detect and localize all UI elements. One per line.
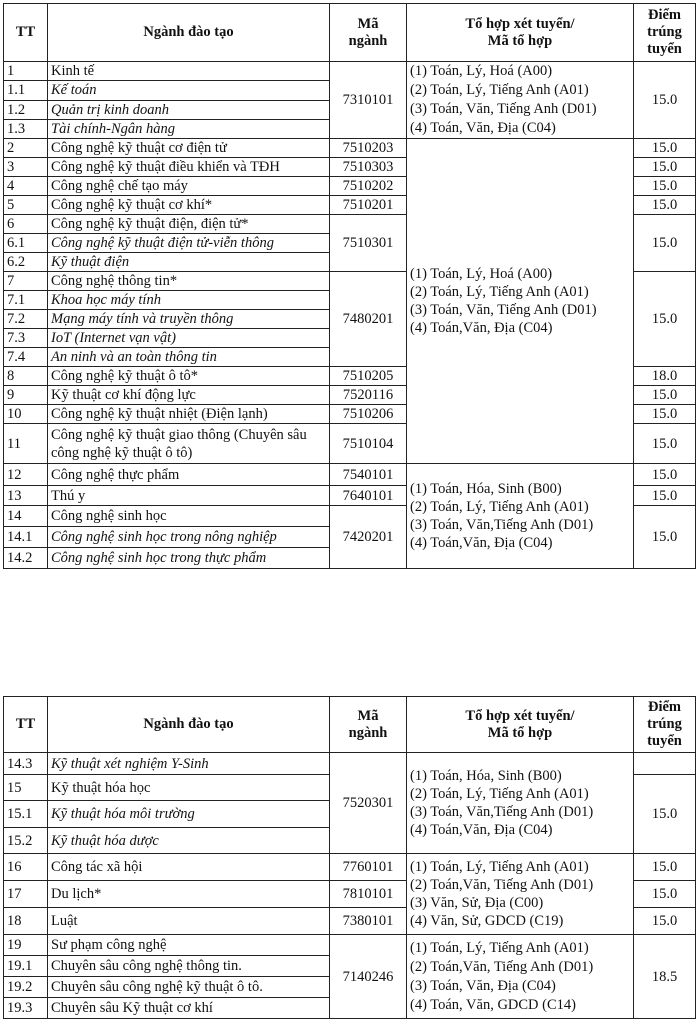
table-row: 16 Công tác xã hội 7760101 (1) Toán, Lý, Tiếng Anh (A01) (2) Toán,Văn, Tiếng Anh (D01) (3) Văn, Sử, Địa (C00) (4) Văn, Sử, GDCD (C19) 15.0 xyxy=(4,854,696,881)
table-row: 12 Công nghệ thực phẩm 7540101 (1) Toán, Hóa, Sinh (B00) (2) Toán, Lý, Tiếng Anh (A01) (3) Toán, Văn,Tiếng Anh (D01) (4) Toán,Văn, Địa (C04) 15.0 xyxy=(4,464,696,486)
table-row: 7.3 IoT (Internet vạn vật) xyxy=(4,329,696,348)
combo-cell: (1) Toán, Hóa, Sinh (B00) (2) Toán, Lý, Tiếng Anh (A01) (3) Toán, Văn,Tiếng Anh (D01) (4) Toán,Văn, Địa (C04) xyxy=(407,753,634,854)
table-row: 19.3 Chuyên sâu Kỹ thuật cơ khí xyxy=(4,998,696,1019)
header-major: Ngành đào tạo xyxy=(48,697,330,753)
table-row: 18 Luật 7380101 15.0 xyxy=(4,908,696,935)
header-tt: TT xyxy=(4,4,48,62)
header-major: Ngành đào tạo xyxy=(48,4,330,62)
table-row: 15.2 Kỹ thuật hóa dược xyxy=(4,828,696,854)
table-row: 14.2 Công nghệ sinh học trong thực phẩm xyxy=(4,548,696,569)
table-row: 4 Công nghệ chế tạo máy 7510202 15.0 xyxy=(4,177,696,196)
table-row: 7.4 An ninh và an toàn thông tin xyxy=(4,348,696,367)
table-row: 1 Kinh tế 7310101 (1) Toán, Lý, Hoá (A00) (2) Toán, Lý, Tiếng Anh (A01) (3) Toán, Văn, Tiếng Anh (D01) (4) Toán, Văn, Địa (C04) 15.0 xyxy=(4,62,696,81)
table-row: 6.1 Công nghệ kỹ thuật điện tử-viễn thông xyxy=(4,234,696,253)
header-score: Điểm trúng tuyển xyxy=(634,4,696,62)
table-row: 19 Sư phạm công nghệ 7140246 (1) Toán, Lý, Tiếng Anh (A01) (2) Toán,Văn, Tiếng Anh (D01) (3) Toán, Văn, Địa (C04) (4) Toán, Văn, GDCD (C14) 18.5 xyxy=(4,935,696,956)
table-row: 11 Công nghệ kỹ thuật giao thông (Chuyên sâu công nghệ kỹ thuật ô tô) 7510104 15.0 xyxy=(4,424,696,464)
table-row: 1.3 Tài chính-Ngân hàng xyxy=(4,119,696,138)
table-row: 14.3 Kỹ thuật xét nghiệm Y-Sinh 7520301 (1) Toán, Hóa, Sinh (B00) (2) Toán, Lý, Tiếng Anh (A01) (3) Toán, Văn,Tiếng Anh (D01) (4) Toán,Văn, Địa (C04) xyxy=(4,753,696,775)
header-row xyxy=(4,4,696,62)
table-row: 19.2 Chuyên sâu công nghệ kỹ thuật ô tô. xyxy=(4,977,696,998)
admission-table-1 xyxy=(3,3,696,569)
header-row xyxy=(4,697,696,753)
table-row: 7 Công nghệ thông tin* 7480201 15.0 xyxy=(4,272,696,291)
table-row: 6 Công nghệ kỹ thuật điện, điện tử* 7510301 15.0 xyxy=(4,215,696,234)
table-row: 19.1 Chuyên sâu công nghệ thông tin. xyxy=(4,956,696,977)
header-code: Mã ngành xyxy=(330,697,407,753)
combo-cell: (1) Toán, Lý, Hoá (A00) (2) Toán, Lý, Tiếng Anh (A01) (3) Toán, Văn, Tiếng Anh (D01) (4) Toán,Văn, Địa (C04) xyxy=(407,139,634,464)
table-row: 14.1 Công nghệ sinh học trong nông nghiệp xyxy=(4,527,696,548)
combo-cell: (1) Toán, Lý, Hoá (A00) (2) Toán, Lý, Tiếng Anh (A01) (3) Toán, Văn, Tiếng Anh (D01) (4) Toán, Văn, Địa (C04) xyxy=(407,62,634,139)
table-row: 7.1 Khoa học máy tính xyxy=(4,291,696,310)
header-tt: TT xyxy=(4,697,48,753)
combo-cell: (1) Toán, Hóa, Sinh (B00) (2) Toán, Lý, Tiếng Anh (A01) (3) Toán, Văn,Tiếng Anh (D01) (4) Toán,Văn, Địa (C04) xyxy=(407,464,634,569)
table-row: 3 Công nghệ kỹ thuật điều khiển và TĐH 7510303 15.0 xyxy=(4,158,696,177)
table-row: 17 Du lịch* 7810101 15.0 xyxy=(4,881,696,908)
table-row: 15.1 Kỹ thuật hóa môi trường xyxy=(4,801,696,828)
table-row: 5 Công nghệ kỹ thuật cơ khí* 7510201 15.0 xyxy=(4,196,696,215)
header-score: Điểm trúng tuyển xyxy=(634,697,696,753)
table-row: 1.2 Quản trị kinh doanh xyxy=(4,100,696,119)
combo-cell: (1) Toán, Lý, Tiếng Anh (A01) (2) Toán,Văn, Tiếng Anh (D01) (3) Văn, Sử, Địa (C00) (4) Văn, Sử, GDCD (C19) xyxy=(407,854,634,935)
table-row: 7.2 Mạng máy tính và truyền thông xyxy=(4,310,696,329)
table-row: 8 Công nghệ kỹ thuật ô tô* 7510205 18.0 xyxy=(4,367,696,386)
header-combo: Tổ hợp xét tuyển/ Mã tổ hợp xyxy=(407,697,634,753)
table-row: 14 Công nghệ sinh học 7420201 15.0 xyxy=(4,506,696,527)
table-row: 13 Thú y 7640101 15.0 xyxy=(4,486,696,506)
table-row: 9 Kỹ thuật cơ khí động lực 7520116 15.0 xyxy=(4,386,696,405)
table-row: 6.2 Kỹ thuật điện xyxy=(4,253,696,272)
header-combo: Tổ hợp xét tuyển/ Mã tổ hợp xyxy=(407,4,634,62)
table-row: 2 Công nghệ kỹ thuật cơ điện tử 7510203 (1) Toán, Lý, Hoá (A00) (2) Toán, Lý, Tiếng Anh (A01) (3) Toán, Văn, Tiếng Anh (D01) (4) Toán,Văn, Địa (C04) 15.0 xyxy=(4,139,696,158)
header-code: Mã ngành xyxy=(330,4,407,62)
table-row: 15 Kỹ thuật hóa học 15.0 xyxy=(4,775,696,801)
table-row: 10 Công nghệ kỹ thuật nhiệt (Điện lạnh) 7510206 15.0 xyxy=(4,405,696,424)
table-row: 1.1 Kế toán xyxy=(4,81,696,100)
admission-table-2 xyxy=(3,696,696,1019)
combo-cell: (1) Toán, Lý, Tiếng Anh (A01) (2) Toán,Văn, Tiếng Anh (D01) (3) Toán, Văn, Địa (C04) (4) Toán, Văn, GDCD (C14) xyxy=(407,935,634,1019)
